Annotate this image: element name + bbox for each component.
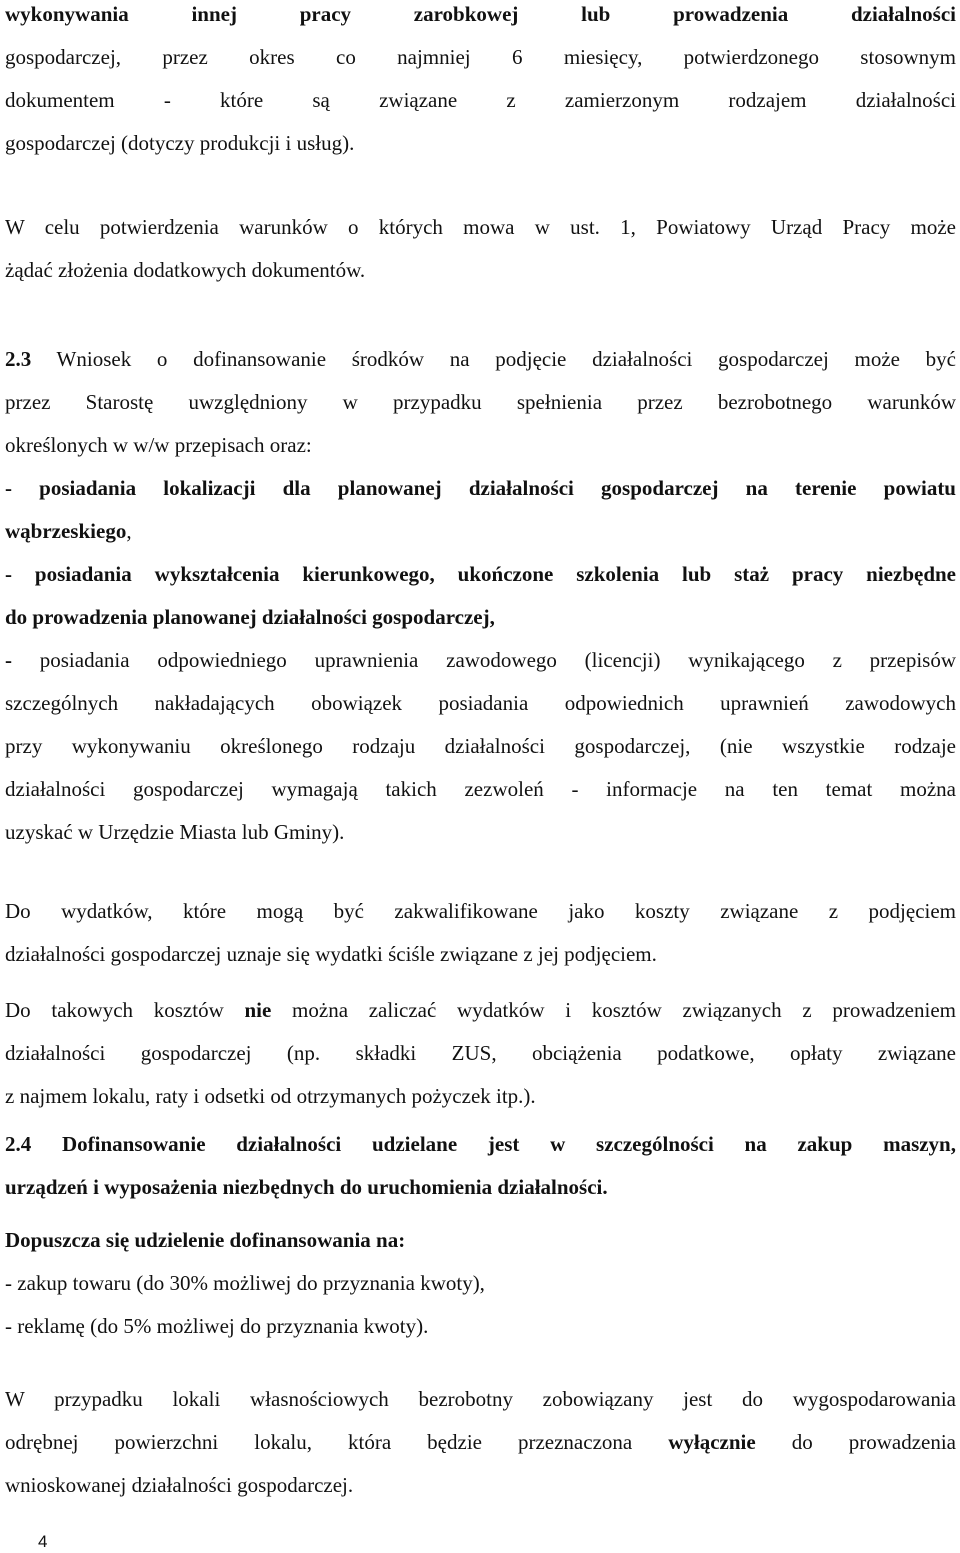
bold-text: wąbrzeskiego <box>5 519 127 543</box>
bold-text: - posiadania wykształcenia kierunkowego, ukończone szkolenia lub staż pracy niezbędne <box>5 562 956 586</box>
paragraph <box>5 897 956 983</box>
text-line <box>5 1312 956 1355</box>
text-run: odrębnej powierzchni lokalu, która będzie przeznaczona <box>5 1430 669 1454</box>
text-line <box>5 129 956 172</box>
text-line <box>5 43 956 86</box>
bold-text: nie <box>244 998 272 1022</box>
text-line <box>5 1471 956 1514</box>
bold-text: 2.4 Dofinansowanie działalności udzielane jest w szczególności na zakup maszyn, <box>5 1132 956 1156</box>
paragraph <box>5 1226 956 1355</box>
text-run: działalności gospodarczej (np. składki ZUS, obciążenia podatkowe, opłaty związane <box>5 1041 956 1065</box>
bold-text: do prowadzenia planowanej działalności gospodarczej, <box>5 605 495 629</box>
text-run: posiadania odpowiedniego uprawnienia zawodowego (licencji) wynikającego z przepisów <box>12 648 956 672</box>
text-line <box>5 1226 956 1269</box>
text-run: żądać złożenia dodatkowych dokumentów. <box>5 258 366 282</box>
text-line <box>5 0 956 43</box>
text-line <box>5 256 956 299</box>
text-run: z najmem lokalu, raty i odsetki od otrzymanych pożyczek itp.). <box>5 1084 536 1108</box>
page-number: 4 <box>38 1532 48 1551</box>
text-run: - zakup towaru (do 30% możliwej do przyznania kwoty), <box>5 1271 485 1295</box>
bold-text: wykonywania innej pracy zarobkowej lub prowadzenia działalności <box>5 2 956 26</box>
paragraph <box>5 1130 956 1216</box>
text-line <box>5 689 956 732</box>
text-run: można zaliczać wydatków i kosztów związanych z prowadzeniem <box>271 998 956 1022</box>
text-line <box>5 775 956 818</box>
bold-text: 2.3 <box>5 347 32 371</box>
paragraph <box>5 1385 956 1514</box>
text-line <box>5 431 956 474</box>
text-line <box>5 897 956 940</box>
text-line <box>5 940 956 983</box>
text-line <box>5 517 956 560</box>
text-run: gospodarczej (dotyczy produkcji i usług). <box>5 131 355 155</box>
text-run: przez Starostę uwzględniony w przypadku spełnienia przez bezrobotnego warunków <box>5 390 956 414</box>
text-line <box>5 345 956 388</box>
text-line <box>5 1082 956 1125</box>
text-line <box>5 560 956 603</box>
text-run: szczególnych nakładających obowiązek posiadania odpowiednich uprawnień zawodowych <box>5 691 956 715</box>
text-run: Do wydatków, które mogą być zakwalifikowane jako koszty związane z podjęciem <box>5 899 956 923</box>
text-run: działalności gospodarczej uznaje się wydatki ściśle związane z jej podjęciem. <box>5 942 657 966</box>
text-line <box>5 603 956 646</box>
bold-text: Dopuszcza się udzielenie dofinansowania na: <box>5 1228 406 1252</box>
text-run: działalności gospodarczej wymagają takich zezwoleń - informacje na ten temat można <box>5 777 956 801</box>
text-run: określonych w w/w przepisach oraz: <box>5 433 312 457</box>
text-line <box>5 1428 956 1471</box>
text-run: przy wykonywaniu określonego rodzaju działalności gospodarczej, (nie wszystkie rodzaje <box>5 734 956 758</box>
bold-text: urządzeń i wyposażenia niezbędnych do uruchomienia działalności. <box>5 1175 608 1199</box>
text-line <box>5 1173 956 1216</box>
bold-text: - posiadania lokalizacji dla planowanej działalności gospodarczej na terenie powiatu <box>5 476 956 500</box>
text-line <box>5 213 956 256</box>
text-run: uzyskać w Urzędzie Miasta lub Gminy). <box>5 820 345 844</box>
text-line <box>5 1130 956 1173</box>
bold-text: - <box>5 648 12 672</box>
text-line <box>5 474 956 517</box>
paragraph <box>5 345 956 861</box>
text-run: gospodarczej, przez okres co najmniej 6 miesięcy, potwierdzonego stosownym <box>5 45 956 69</box>
text-run: Do takowych kosztów <box>5 998 245 1022</box>
text-line <box>5 996 956 1039</box>
text-line <box>5 86 956 129</box>
text-run: do prowadzenia <box>755 1430 956 1454</box>
text-run: W celu potwierdzenia warunków o których mowa w ust. 1, Powiatowy Urząd Pracy może <box>5 215 956 239</box>
paragraph <box>5 996 956 1125</box>
text-line <box>5 646 956 689</box>
text-line <box>5 1269 956 1312</box>
text-run: - reklamę (do 5% możliwej do przyznania kwoty). <box>5 1314 429 1338</box>
text-line <box>5 388 956 431</box>
bold-text: wyłącznie <box>668 1430 756 1454</box>
text-run: W przypadku lokali własnościowych bezrobotny zobowiązany jest do wygospodarowania <box>5 1387 956 1411</box>
paragraph <box>5 0 956 172</box>
text-line <box>5 1039 956 1082</box>
text-line <box>5 732 956 775</box>
paragraph <box>5 213 956 299</box>
text-run: , <box>126 519 132 543</box>
text-run: Wniosek o dofinansowanie środków na podjęcie działalności gospodarczej może być <box>31 347 956 371</box>
text-line <box>5 1385 956 1428</box>
text-run: dokumentem - które są związane z zamierzonym rodzajem działalności <box>5 88 956 112</box>
text-line <box>5 818 956 861</box>
text-run: wnioskowanej działalności gospodarczej. <box>5 1473 354 1497</box>
